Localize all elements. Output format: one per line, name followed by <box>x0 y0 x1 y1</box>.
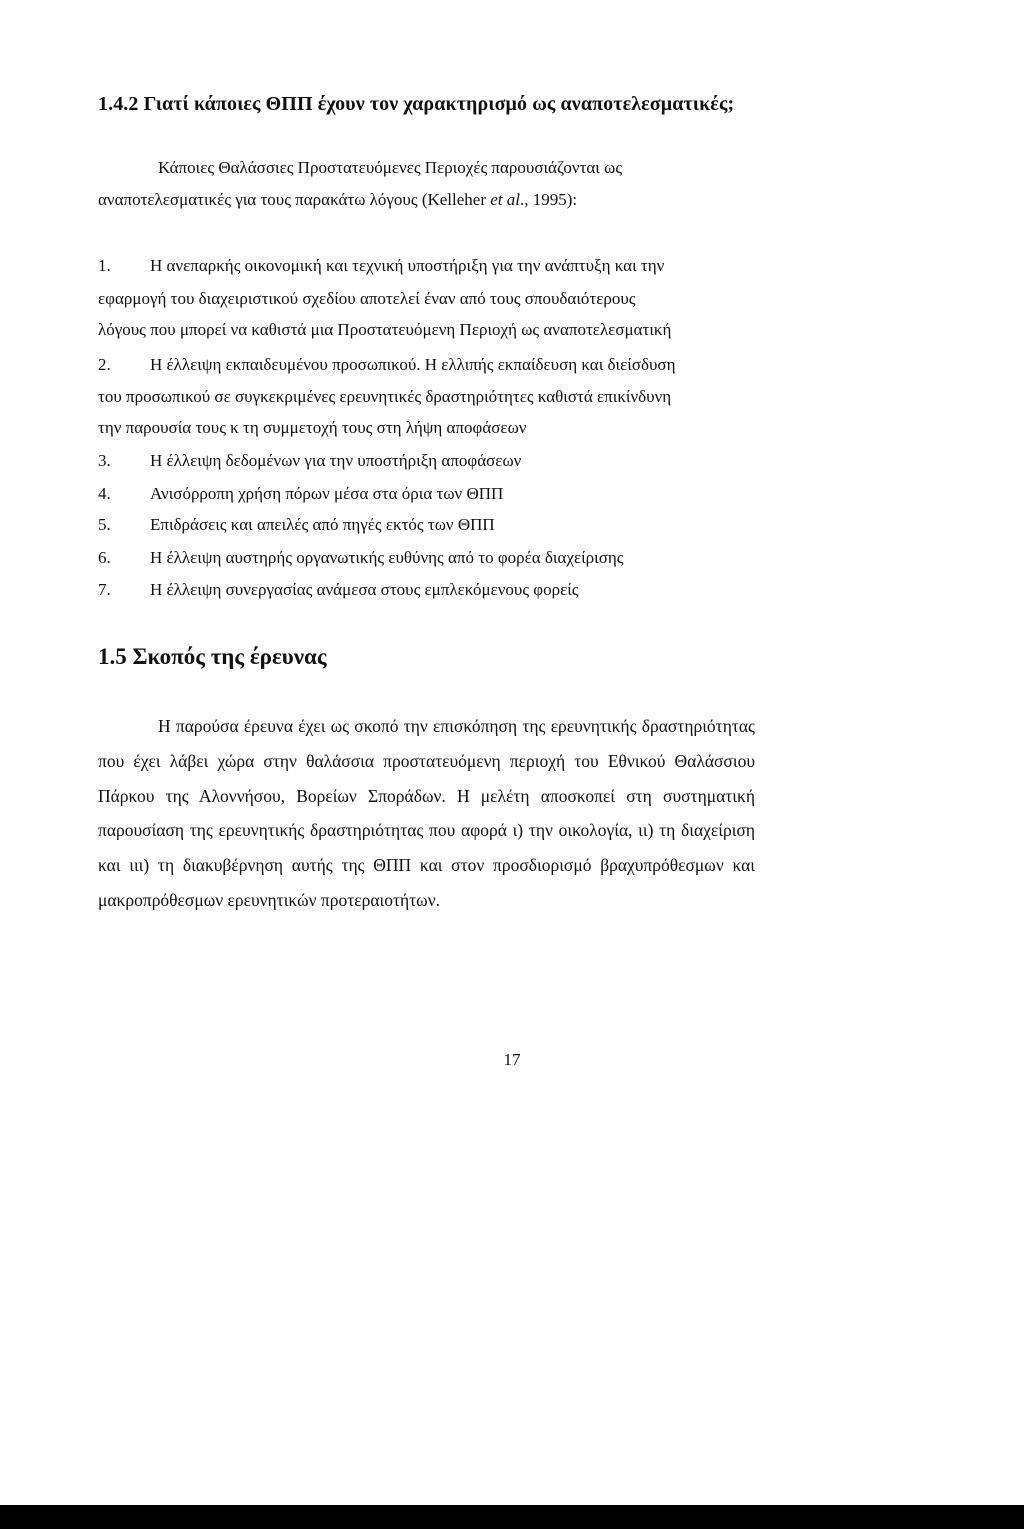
section-heading-1-5: 1.5 Σκοπός της έρευνας <box>98 644 327 669</box>
list-item <box>98 355 675 375</box>
list-item <box>98 451 521 471</box>
page-number: 17 <box>503 1050 521 1069</box>
list-item-continuation: λόγους που μπορεί να καθιστά μια Προστατευόμενη Περιοχή ως αναποτελεσματική <box>98 320 672 339</box>
research-purpose-paragraph: Η παρούσα έρευνα έχει ως σκοπό την επισκόπηση της ερευνητικής δραστηριότητας που έχει λάβει χώρα στην θαλάσσια προστατευόμενη περιοχή του Εθνικού Θαλάσσιου Πάρκου της Αλοννήσου, Βορείων Σποράδων. Η μελέτη αποσκοπεί στη συστηματική παρουσίαση της ερευνητικής δραστηριότητας που αφορά ι) την οικολογία, ιι) τη διαχείριση και ιιι) τη διακυβέρνηση αυτής της ΘΠΠ και στον προσδιορισμό βραχυπρόθεσμων και μακροπρόθεσμων ερευνητικών προτεραιοτήτων. <box>98 716 755 910</box>
list-item-number: 2. <box>98 355 111 374</box>
list-item-text: Η ανεπαρκής οικονομική και τεχνική υποστήριξη για την ανάπτυξη και την <box>150 256 665 275</box>
list-item-text: Επιδράσεις και απειλές από πηγές εκτός των ΘΠΠ <box>150 515 495 534</box>
list-item-number: 5. <box>98 515 111 534</box>
intro-text: αναποτελεσματικές για τους παρακάτω λόγους (Kelleher <box>98 190 491 209</box>
scan-edge-band <box>0 1505 1024 1529</box>
list-item-continuation: εφαρμογή του διαχειριστικού σχεδίου αποτελεί έναν από τους σπουδαιότερους <box>98 289 636 308</box>
list-item-text: Η έλλειψη αυστηρής οργανωτικής ευθύνης από το φορέα διαχείρισης <box>150 548 624 567</box>
list-item <box>98 256 664 276</box>
list-item-number: 1. <box>98 256 111 275</box>
list-item <box>98 580 579 600</box>
list-item-number: 3. <box>98 451 111 470</box>
citation-italic: et al <box>490 190 520 209</box>
section-heading-1-4-2: 1.4.2 Γιατί κάποιες ΘΠΠ έχουν τον χαρακτηρισμό ως αναποτελεσματικές; <box>98 93 735 115</box>
list-item-text: Η έλλειψη δεδομένων για την υποστήριξη αποφάσεων <box>150 451 522 470</box>
list-item-number: 6. <box>98 548 111 567</box>
list-item-continuation: την παρουσία τους κ τη συμμετοχή τους στη λήψη αποφάσεων <box>98 418 527 437</box>
list-item <box>98 515 495 535</box>
list-item-continuation: του προσωπικού σε συγκεκριμένες ερευνητικές δραστηριότητες καθιστά επικίνδυνη <box>98 387 672 406</box>
list-item-text: Ανισόρροπη χρήση πόρων μέσα στα όρια των ΘΠΠ <box>150 484 504 503</box>
list-item-number: 4. <box>98 484 111 503</box>
list-item <box>98 484 503 504</box>
intro-line-citation <box>98 190 577 210</box>
list-item <box>98 548 624 568</box>
citation-year: ., 1995): <box>520 190 578 209</box>
list-item-text: Η έλλειψη συνεργασίας ανάμεσα στους εμπλεκόμενους φορείς <box>150 580 579 599</box>
intro-line: Κάποιες Θαλάσσιες Προστατευόμενες Περιοχές παρουσιάζονται ως <box>158 158 623 177</box>
list-item-number: 7. <box>98 580 111 599</box>
list-item-text: Η έλλειψη εκπαιδευμένου προσωπικού. Η ελλιπής εκπαίδευση και διείσδυση <box>150 355 676 374</box>
